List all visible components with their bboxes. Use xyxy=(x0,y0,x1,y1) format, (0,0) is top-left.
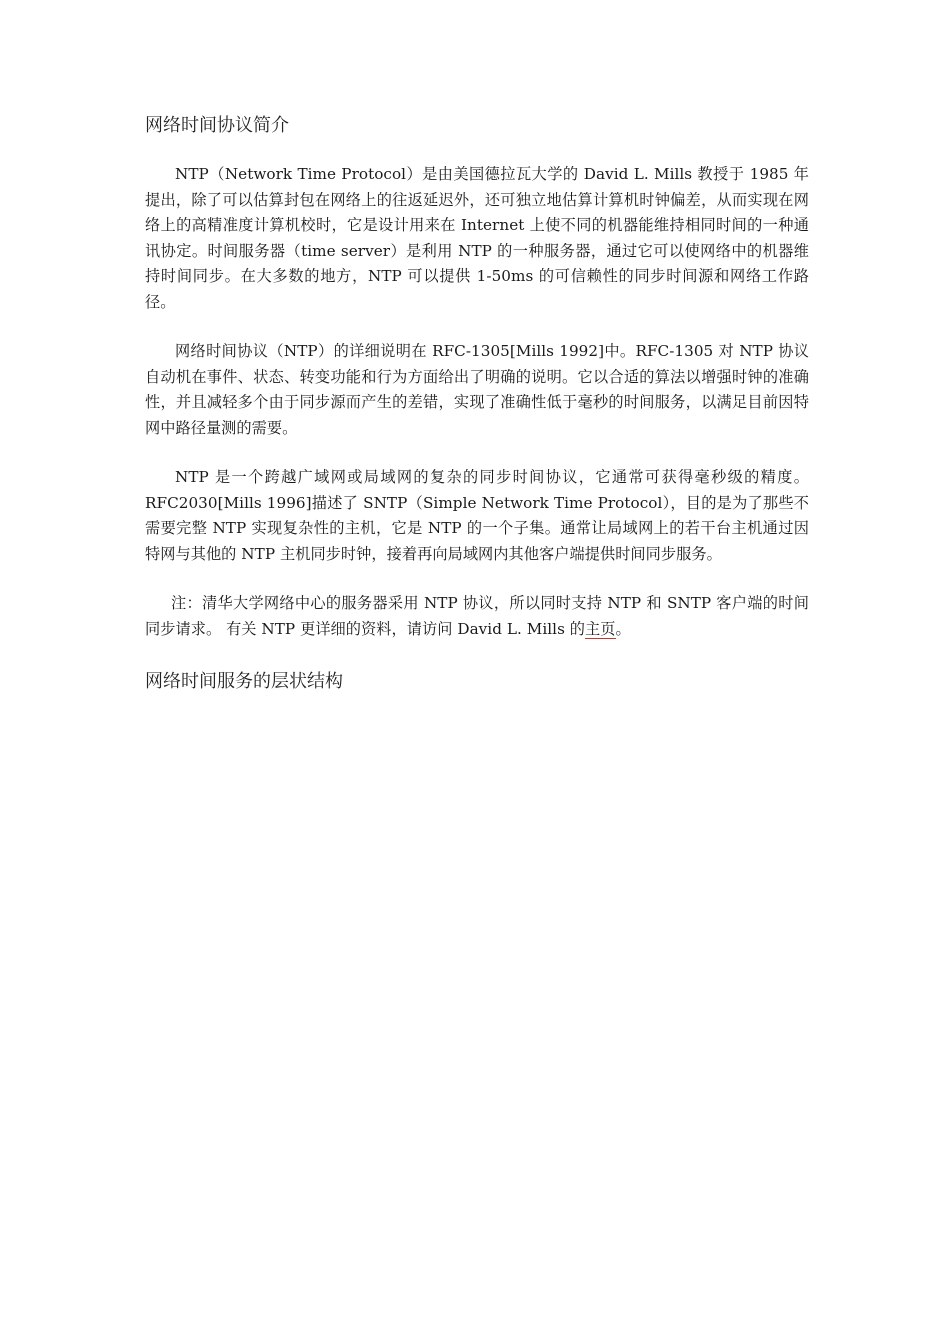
paragraph-sntp: NTP 是一个跨越广域网或局域网的复杂的同步时间协议，它通常可获得毫秒级的精度。RFC2030[Mills 1996]描述了 SNTP（Simple Network Time Protocol），目的是为了那些不需要完整 NTP 实现复杂性的主机，它是 NTP 的一个子集。通常让局域网上的若干台主机通过因特网与其他的 NTP 主机同步时钟，接着再向局域网内其他客户端提供时间同步服务。 xyxy=(145,468,809,563)
paragraph-note xyxy=(145,591,809,642)
section-heading-ntp-intro: 网络时间协议简介 xyxy=(145,115,289,136)
paragraph-ntp-definition: NTP（Network Time Protocol）是由美国德拉瓦大学的 David L. Mills 教授于 1985 年提出，除了可以估算封包在网络上的往返延迟外，还可独立地估算计算机时钟偏差，从而实现在网络上的高精准度计算机校时，它是设计用来在 Internet 上使不同的机器能维持相同时间的一种通讯协定。时间服务器（time server）是利用 NTP 的一种服务器，通过它可以使网络中的机器维持时间同步。在大多数的地方，NTP 可以提供 1-50ms 的可信赖性的同步时间源和网络工作路径。 xyxy=(145,165,809,311)
note-text: 注：清华大学网络中心的服务器采用 NTP 协议，所以同时支持 NTP 和 SNTP 客户端的时间同步请求。 有关 NTP 更详细的资料，请访问 David L. Mills 的 xyxy=(145,594,809,638)
homepage-link[interactable]: 主页 xyxy=(585,619,616,638)
note-end: 。 xyxy=(615,619,631,638)
section-heading-hierarchy: 网络时间服务的层状结构 xyxy=(145,671,343,692)
paragraph-rfc1305: 网络时间协议（NTP）的详细说明在 RFC-1305[Mills 1992]中。RFC-1305 对 NTP 协议自动机在事件、状态、转变功能和行为方面给出了明确的说明。它以合适的算法以增强时钟的准确性，并且减轻多个由于同步源而产生的差错，实现了准确性低于毫秒的时间服务，以满足目前因特网中路径量测的需要。 xyxy=(145,342,809,437)
document-body xyxy=(145,112,809,696)
